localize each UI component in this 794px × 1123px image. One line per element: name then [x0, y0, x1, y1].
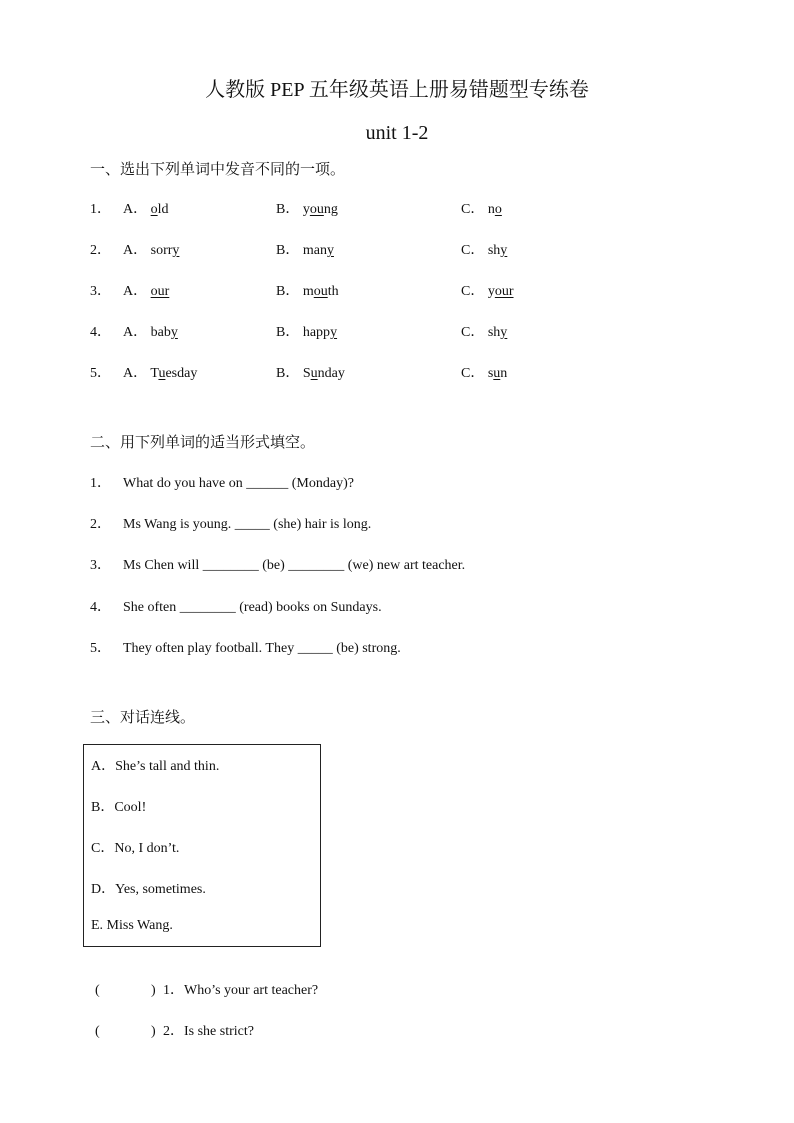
option-a: A． Tuesday	[123, 366, 198, 381]
answer-blank-open: (	[95, 1024, 100, 1039]
answer-option-a: A．She’s tall and thin.	[91, 759, 220, 774]
page-title: 人教版 PEP 五年级英语上册易错题型专练卷	[205, 79, 589, 101]
question-number: 3．	[90, 284, 111, 299]
option-c: C． shy	[461, 325, 508, 340]
option-c: C． sun	[461, 366, 508, 381]
option-b: B． happy	[276, 325, 338, 340]
answer-blank-close: )	[151, 983, 156, 998]
option-a: A． sorry	[123, 243, 180, 258]
question-text: 1．Who’s your art teacher?	[163, 983, 319, 998]
option-a: A． baby	[123, 325, 178, 340]
option-c: C． shy	[461, 243, 508, 258]
answer-blank-open: (	[95, 983, 100, 998]
question-text: What do you have on ______ (Monday)?	[123, 476, 354, 491]
question-text: She often ________ (read) books on Sundays.	[123, 600, 382, 615]
question-number: 5．	[90, 366, 111, 381]
option-c: C． your	[461, 284, 514, 299]
question-number: 1．	[90, 202, 111, 217]
question-number: 1．	[90, 476, 111, 491]
answer-option-d: D．Yes, sometimes.	[91, 882, 206, 897]
question-text: Ms Chen will ________ (be) ________ (we) new art teacher.	[123, 558, 466, 573]
question-text: Ms Wang is young. _____ (she) hair is long.	[123, 517, 372, 532]
answer-option-c: C．No, I don’t.	[91, 841, 180, 856]
option-b: B． many	[276, 243, 334, 258]
option-b: B． mouth	[276, 284, 339, 299]
option-b: B． young	[276, 202, 338, 217]
option-c: C． no	[461, 202, 502, 217]
page-subtitle: unit 1-2	[365, 122, 429, 144]
question-text: 2．Is she strict?	[163, 1024, 254, 1039]
option-a: A． old	[123, 202, 169, 217]
answer-option-b: B．Cool!	[91, 800, 147, 815]
section2-heading: 二、用下列单词的适当形式填空。	[90, 435, 316, 451]
section1-heading: 一、选出下列单词中发音不同的一项。	[90, 162, 346, 178]
question-text: They often play football. They _____ (be) strong.	[123, 641, 401, 656]
question-number: 2．	[90, 243, 111, 258]
section3-heading: 三、对话连线。	[90, 710, 196, 726]
question-number: 4．	[90, 325, 111, 340]
question-number: 5．	[90, 641, 111, 656]
answer-blank-close: )	[151, 1024, 156, 1039]
option-a: A． our	[123, 284, 170, 299]
answer-options-box	[83, 744, 321, 947]
question-number: 3．	[90, 558, 111, 573]
question-number: 4．	[90, 600, 111, 615]
option-b: B． Sunday	[276, 366, 345, 381]
question-number: 2．	[90, 517, 111, 532]
answer-option-e: E. Miss Wang.	[91, 918, 173, 933]
